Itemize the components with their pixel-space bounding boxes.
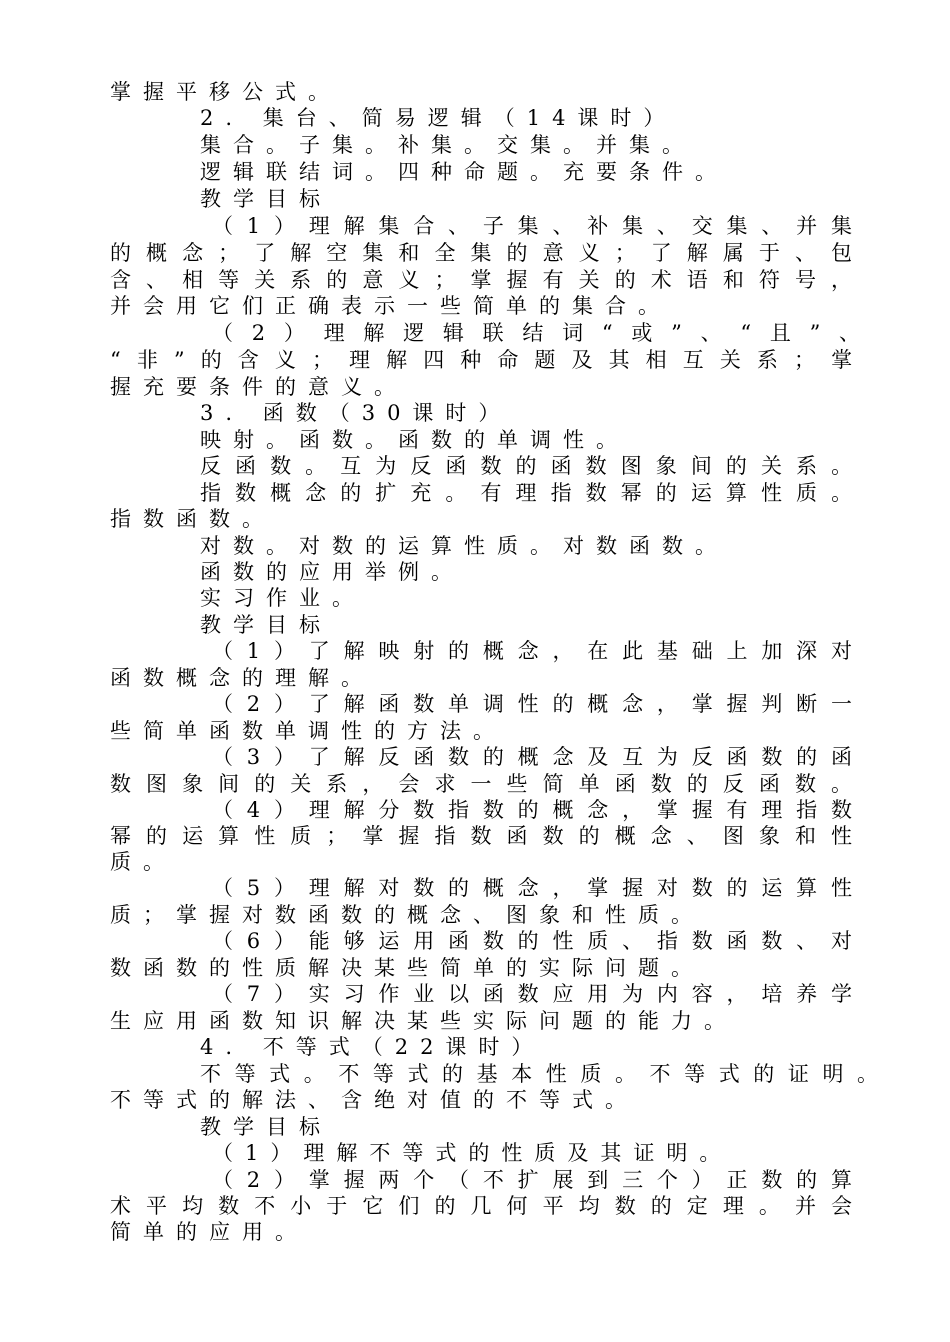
- text-line-02: 2. 集台、简易逻辑（14课时）: [200, 106, 677, 130]
- text-line-14: 映射。函数。函数的单调性。: [200, 428, 629, 452]
- text-line-34: 数函数的性质解决某些简单的实际问题。: [110, 956, 704, 980]
- text-line-23: 函数概念的理解。: [110, 666, 374, 690]
- text-line-24: （2）了解函数单调性的概念，掌握判断一: [212, 692, 866, 716]
- text-line-40: 教学目标: [200, 1115, 332, 1139]
- text-line-21: 教学目标: [200, 613, 332, 637]
- text-line-41: （1）理解不等式的性质及其证明。: [212, 1141, 733, 1165]
- text-line-27: 数图象间的关系，会求一些简单函数的反函数。: [110, 772, 868, 796]
- text-line-11: “非”的含义；理解四种命题及其相互关系；掌: [110, 348, 869, 372]
- text-line-12: 握充要条件的意义。: [110, 375, 407, 399]
- text-line-13: 3. 函数（30课时）: [200, 401, 512, 425]
- text-line-15: 反函数。互为反函数的函数图象间的关系。: [200, 454, 867, 478]
- text-line-19: 函数的应用举例。: [200, 560, 464, 584]
- text-line-25: 些简单函数单调性的方法。: [110, 719, 506, 743]
- text-line-08: 含、相等关系的意义；掌握有关的术语和符号，: [110, 268, 868, 292]
- text-line-01: 掌握平移公式。: [110, 80, 341, 104]
- text-line-26: （3）了解反函数的概念及互为反函数的函: [212, 745, 866, 769]
- text-line-44: 简单的应用。: [110, 1220, 308, 1244]
- text-line-33: （6）能够运用函数的性质、指数函数、对: [212, 929, 866, 953]
- text-line-30: 质。: [110, 850, 176, 874]
- text-line-20: 实习作业。: [200, 586, 365, 610]
- text-line-18: 对数。对数的运算性质。对数函数。: [200, 534, 728, 558]
- text-line-42: （2）掌握两个（不扩展到三个）正数的算: [212, 1168, 866, 1192]
- text-line-43: 术平均数不小于它们的几何平均数的定理。并会: [110, 1194, 868, 1218]
- text-line-07: 的概念；了解空集和全集的意义；了解属于、包: [110, 241, 868, 265]
- text-line-16: 指数概念的扩充。有理指数幂的运算性质。: [200, 481, 867, 505]
- text-line-36: 生应用函数知识解决某些实际问题的能力。: [110, 1009, 737, 1033]
- text-line-28: （4）理解分数指数的概念，掌握有理指数: [212, 798, 866, 822]
- text-line-37: 4. 不等式（22课时）: [200, 1035, 545, 1059]
- text-line-10: （2）理解逻辑联结词“或”、“且”、: [212, 321, 879, 345]
- text-line-05: 教学目标: [200, 187, 332, 211]
- text-line-38: 不等式。不等式的基本性质。不等式的证明。: [200, 1062, 892, 1086]
- text-line-06: （1）理解集合、子集、补集、交集、并集: [212, 214, 866, 238]
- text-line-04: 逻辑联结词。四种命题。充要条件。: [200, 160, 728, 184]
- text-line-22: （1）了解映射的概念，在此基础上加深对: [212, 639, 866, 663]
- text-line-35: （7）实习作业以函数应用为内容，培养学: [212, 982, 866, 1006]
- text-line-17: 指数函数。: [110, 507, 275, 531]
- text-line-31: （5）理解对数的概念，掌握对数的运算性: [212, 876, 866, 900]
- text-line-39: 不等式的解法、含绝对值的不等式。: [110, 1088, 638, 1112]
- text-line-03: 集合。子集。补集。交集。并集。: [200, 133, 695, 157]
- text-line-09: 并会用它们正确表示一些简单的集合。: [110, 294, 671, 318]
- text-line-29: 幂的运算性质；掌握指数函数的概念、图象和性: [110, 824, 868, 848]
- text-line-32: 质；掌握对数函数的概念、图象和性质。: [110, 903, 704, 927]
